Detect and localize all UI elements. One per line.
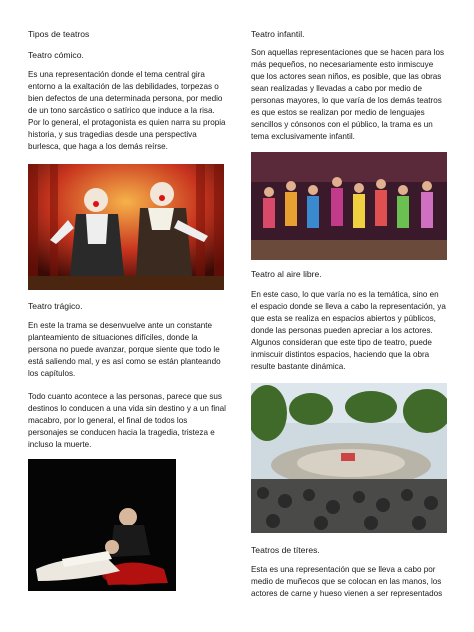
heading-teatro-infantil: Teatro infantil. bbox=[251, 29, 305, 39]
children-theatre-photo bbox=[251, 152, 447, 260]
heading-teatro-titeres: Teatros de títeres. bbox=[251, 545, 320, 555]
document-title: Tipos de teatros bbox=[28, 29, 90, 39]
children-theatre-image bbox=[251, 152, 447, 260]
tragedy-photo bbox=[28, 459, 176, 591]
paragraph-teatro-aire-libre: En este caso, lo que varía no es la temática, sino en el espacio donde se lleva a cabo la representación, ya que esta se realiza en espacios abiertos y públicos, donde las personas pueden apreciar a los actores. Algunos consideran que este tipo de teatro, puede inmiscuir distintos espacios, haciendo que la obra resulte bastante dinámica. bbox=[251, 290, 446, 371]
open-air-theatre-image bbox=[251, 383, 447, 533]
paragraph-teatro-tragico-2: Todo cuanto acontece a las personas, parece que sus destinos lo conducen a una vida sin destino y a un final macabro, por lo general, el final de todos los personajes se conducen hacia la tragedia, tristeza e incluso la muerte. bbox=[28, 392, 226, 449]
clowns-image bbox=[28, 164, 224, 290]
heading-teatro-aire-libre: Teatro al aire libre. bbox=[251, 269, 322, 279]
clowns-photo bbox=[28, 164, 224, 290]
paragraph-teatro-titeres: Esta es una representación que se lleva a cabo por medio de muñecos que se colocan en las manos, los actores de carne y hueso vienen a ser representados bbox=[251, 565, 443, 598]
paragraph-teatro-infantil: Son aquellas representaciones que se hacen para los más pequeños, no necesariamente esto inmiscuye que los actores sean niños, es posible, que las obras sean realizadas y llevadas a cabo por medio de personas mayores, lo que varía de los demás teatros es que estos se realizan por medio de lenguajes sencillos y cónsonos con el público, la trama es un tema exclusivamente infantil. bbox=[251, 48, 445, 141]
tragedy-image bbox=[28, 459, 176, 591]
heading-teatro-comico: Teatro cómico. bbox=[28, 50, 84, 60]
open-air-theatre-photo bbox=[251, 383, 447, 533]
paragraph-teatro-comico: Es una representación donde el tema central gira entorno a la exaltación de las debilidades, torpezas o bien defectos de una determinada persona, por medio de un tono sarcástico o satírico que induce a la risa. Por lo general, el protagonista es quien narra su propia historia, y sus tragedias desde una perspectiva burlesca, que haga a los demás reírse. bbox=[28, 70, 226, 151]
heading-teatro-tragico: Teatro trágico. bbox=[28, 301, 83, 311]
paragraph-teatro-tragico-1: En este la trama se desenvuelve ante un constante planteamiento de situaciones difíciles, donde la persona no puede avanzar, porque siente que todo le está saliendo mal, y es así como se están planteando los capítulos. bbox=[28, 321, 221, 378]
